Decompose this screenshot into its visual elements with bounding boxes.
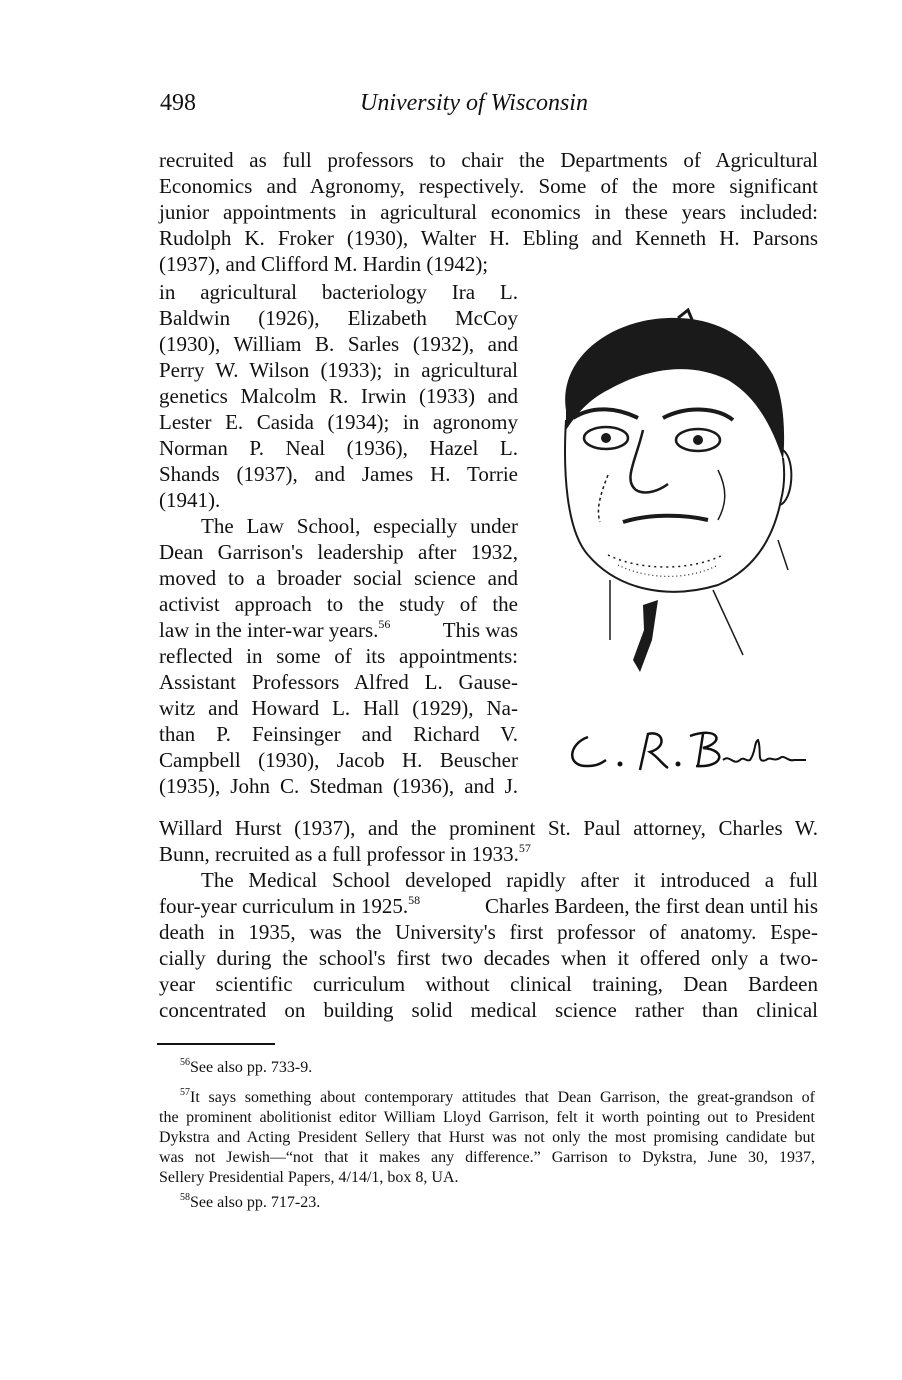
text-segment: law in the inter-war years. [159,618,379,642]
footnote-line [159,1088,815,1108]
body-paragraph-top [159,147,818,277]
text-line: Campbell (1930), Jacob H. Beuscher [159,748,518,772]
footnote-marker: 58 [180,1192,190,1203]
text-line: (1937), and Clifford M. Hardin (1942); [159,252,489,276]
text-line: Willard Hurst (1937), and the prominent St. Paul attorney, Charles W. [159,816,818,840]
text-line: (1935), John C. Stedman (1936), and J. [159,774,518,798]
text-line: genetics Malcolm R. Irwin (1933) and [159,384,518,408]
text-line: Assistant Professors Alfred L. Gause- [159,670,518,694]
text-line: recruited as full professors to chair the Departments of Agricultural [159,148,818,172]
text-line: Economics and Agronomy, respectively. Some of the more significant [159,174,818,198]
footnote-ref-58[interactable]: 58 [408,893,421,907]
text-line: The Law School, especially under [201,514,518,538]
signature-icon [558,722,808,782]
text-line: Lester E. Casida (1934); in agronomy [159,410,518,434]
text-line: witz and Howard L. Hall (1929), Na- [159,696,518,720]
body-paragraph-bottom [159,815,818,1023]
footnote-marker: 56 [180,1057,190,1068]
running-title: University of Wisconsin [360,90,588,116]
footnote-line: Dykstra and Acting President Sellery that Hurst was not only the most promising candidate but [159,1129,815,1146]
body-column [159,279,518,799]
footnote-line: Sellery Presidential Papers, 4/14/1, box 8, UA. [159,1169,459,1186]
text-line: (1930), William B. Sarles (1932), and [159,332,518,356]
text-line: reflected in some of its appointments: [159,644,518,668]
text-line: Rudolph K. Froker (1930), Walter H. Ebling and Kenneth H. Parsons [159,226,818,250]
text-line: cially during the school's first two decades when it offered only a two- [159,946,818,970]
footnote-56 [180,1058,312,1078]
footnote-line: was not Jewish—“not that it makes any difference.” Garrison to Dykstra, June 30, 1937, [159,1149,815,1166]
text-line: concentrated on building solid medical science rather than clinical [159,998,818,1022]
footnote-line [180,1193,320,1213]
text-segment: Charles Bardeen, the first dean until his [485,894,818,918]
footnote-marker: 57 [180,1087,190,1098]
text-line [159,841,818,867]
text-line: activist approach to the study of the [159,592,518,616]
text-line: The Medical School developed rapidly after it introduced a full [201,868,818,892]
footnote-divider [157,1043,275,1045]
text-line: moved to a broader social science and [159,566,518,590]
footnote-line: the prominent abolitionist editor William Lloyd Garrison, felt it worth pointing out to President [159,1109,815,1126]
footnote-text: See also pp. 717-23. [190,1194,321,1211]
text-line: Perry W. Wilson (1933); in agricultural [159,358,518,382]
text-line [159,617,518,643]
footnote-line [180,1058,312,1078]
footnote-text: See also pp. 733-9. [190,1059,313,1076]
text-segment: This was [442,618,518,642]
text-line: death in 1935, was the University's first professor of anatomy. Espe- [159,920,818,944]
text-line: (1941). [159,488,221,512]
footnote-ref-57[interactable]: 57 [518,841,531,855]
footnote-text: It says something about contemporary attitudes that Dean Garrison, the great-grandson of [190,1089,815,1106]
text-line: in agricultural bacteriology Ira L. [159,280,518,304]
footnote-57 [159,1088,815,1188]
text-line: than P. Feinsinger and Richard V. [159,722,518,746]
text-line: Norman P. Neal (1936), Hazel L. [159,436,518,460]
footnote-ref-56[interactable]: 56 [378,617,391,631]
page-number: 498 [160,90,196,116]
text-line: Shands (1937), and James H. Torrie [159,462,518,486]
text-line [159,893,818,919]
text-line: Dean Garrison's leadership after 1932, [159,540,518,564]
text-segment: four-year curriculum in 1925. [159,894,409,918]
portrait-sketch-icon [548,300,798,690]
text-line: junior appointments in agricultural economics in these years included: [159,200,818,224]
footnote-58 [180,1193,320,1213]
text-line: year scientific curriculum without clinical training, Dean Bardeen [159,972,818,996]
text-segment: Bunn, recruited as a full professor in 1933. [159,842,519,866]
text-line: Baldwin (1926), Elizabeth McCoy [159,306,518,330]
